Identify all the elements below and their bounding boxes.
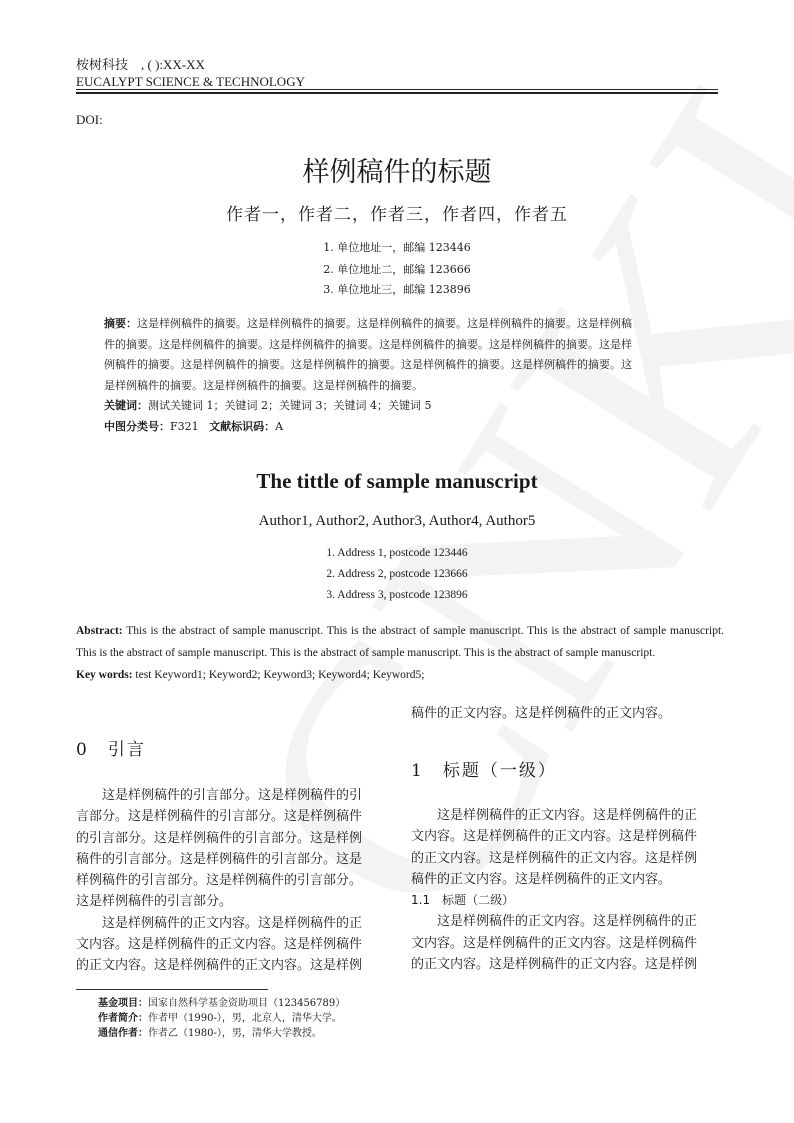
fund-text: 国家自然科学基金资助项目（123456789） [148, 998, 346, 1009]
cn-keywords [104, 396, 690, 417]
fund-label: 基金项目： [98, 998, 148, 1009]
footnotes [98, 996, 345, 1041]
author-bio-label: 作者简介： [98, 1013, 148, 1024]
journal-cn-line: 桉树科技 , ( ):XX-XX [76, 57, 205, 72]
cn-classification [104, 417, 690, 438]
cn-abstract-line: 例稿件的摘要。这是样例稿件的摘要。这是样例稿件的摘要。这是样例稿件的摘要。这是样例稿件的摘要。这 [104, 358, 632, 371]
cn-title: 样例稿件的标题 [302, 157, 492, 188]
body-line: 的正文内容。这是样例稿件的正文内容。这是样例 [411, 850, 698, 866]
en-address-2: 2. Address 2, postcode 123666 [326, 568, 468, 580]
en-keywords-text: test Keyword1; Keyword2; Keyword3; Keyword4; Keyword5; [135, 669, 425, 681]
en-abstract-text: This is the abstract of sample manuscript. This is the abstract of sample manuscript. This is the abstract of sample manuscript. This is the abstract of sample manuscript. This is the abstract of sample manuscript. This is the abstract of sample manuscript. [76, 625, 725, 659]
en-authors: Author1, Author2, Author3, Author4, Author5 [258, 513, 536, 529]
cn-abstract-line: 件的摘要。这是样例稿件的摘要。这是样例稿件的摘要。这是样例稿件的摘要。这是样例稿件的摘要。这是样 [104, 337, 632, 351]
body-line: 言部分。这是样例稿件的引言部分。这是样例稿件 [76, 809, 363, 825]
body-line: 这是样例稿件的正文内容。这是样例稿件的正 [437, 808, 698, 823]
cn-authors: 作者一，作者二，作者三，作者四，作者五 [226, 205, 568, 225]
header-rule-thin [76, 89, 718, 90]
body-line: 的正文内容。这是样例稿件的正文内容。这是样例 [411, 957, 698, 973]
journal-header [76, 56, 305, 90]
body-line: 这是样例稿件的引言部分。这是样例稿件的引 [102, 788, 363, 803]
journal-en-line: EUCALYPT SCIENCE & TECHNOLOGY [76, 74, 305, 89]
body-line: 文内容。这是样例稿件的正文内容。这是样例稿件 [411, 935, 698, 951]
body-line: 稿件的引言部分。这是样例稿件的引言部分。这是 [76, 851, 363, 867]
en-address-1: 1. Address 1, postcode 123446 [326, 547, 468, 559]
cn-keywords-text: 测试关键词 1；关键词 2；关键词 3；关键词 4；关键词 5 [148, 399, 432, 412]
right-column-continuation: 稿件的正文内容。这是样例稿件的正文内容。 [411, 706, 672, 721]
section-heading-1: 1 标题（一级） [411, 761, 557, 781]
section-heading-intro: 0 引言 [76, 740, 146, 760]
doccode-label: 文献标识码： [209, 419, 276, 433]
body-line: 的引言部分。这是样例稿件的引言部分。这是样例 [76, 830, 363, 846]
corresponding-text: 作者乙（1980-），男，清华大学教授。 [148, 1028, 322, 1039]
cn-address-3: 3. 单位地址三，邮编 123896 [323, 283, 471, 296]
cn-address-1: 1. 单位地址一，邮编 123446 [323, 241, 471, 254]
en-abstract-label: Abstract: [76, 625, 123, 637]
body-line: 文内容。这是样例稿件的正文内容。这是样例稿件 [76, 937, 363, 953]
en-address-3: 3. Address 3, postcode 123896 [326, 589, 468, 601]
body-line: 样例稿件的引言部分。这是样例稿件的引言部分。 [76, 873, 363, 889]
body-line: 的正文内容。这是样例稿件的正文内容。这是样例 [76, 958, 363, 974]
cn-keywords-label: 关键词： [104, 399, 148, 412]
subsection-heading-1-1: 1.1 标题（二级） [411, 893, 515, 908]
en-title: The tittle of sample manuscript [256, 469, 538, 493]
cn-abstract-label: 摘要： [104, 317, 137, 330]
cn-abstract-line: 这是样例稿件的摘要。这是样例稿件的摘要。这是样例稿件的摘要。这是样例稿件的摘要。这是样例稿 [137, 317, 632, 330]
body-line: 这是样例稿件的引言部分。 [76, 894, 233, 910]
corresponding-label: 通信作者： [98, 1028, 148, 1039]
doccode-value: A [275, 419, 284, 433]
cn-address-2: 2. 单位地址二，邮编 123666 [323, 263, 471, 276]
body-line: 稿件的正文内容。这是样例稿件的正文内容。 [411, 871, 672, 887]
header-rule-thick [76, 92, 718, 94]
cn-abstract-line: 是样例稿件的摘要。这是样例稿件的摘要。这是样例稿件的摘要。 [104, 378, 423, 392]
clc-label: 中图分类号： [104, 419, 170, 433]
cn-abstract [104, 314, 690, 437]
right-column-body [411, 805, 721, 975]
en-abstract [76, 620, 724, 686]
doi-label: DOI: [76, 112, 103, 127]
body-line: 这是样例稿件的正文内容。这是样例稿件的正 [437, 914, 698, 930]
en-keywords-label: Key words: [76, 669, 133, 681]
body-line: 这是样例稿件的正文内容。这是样例稿件的正 [102, 915, 363, 931]
clc-value: F321 [170, 419, 199, 433]
left-column-body [76, 785, 384, 977]
body-line: 文内容。这是样例稿件的正文内容。这是样例稿件 [411, 829, 698, 845]
author-bio-text: 作者甲（1990-），男，北京人，清华大学。 [148, 1013, 342, 1024]
footnote-rule [76, 989, 268, 990]
